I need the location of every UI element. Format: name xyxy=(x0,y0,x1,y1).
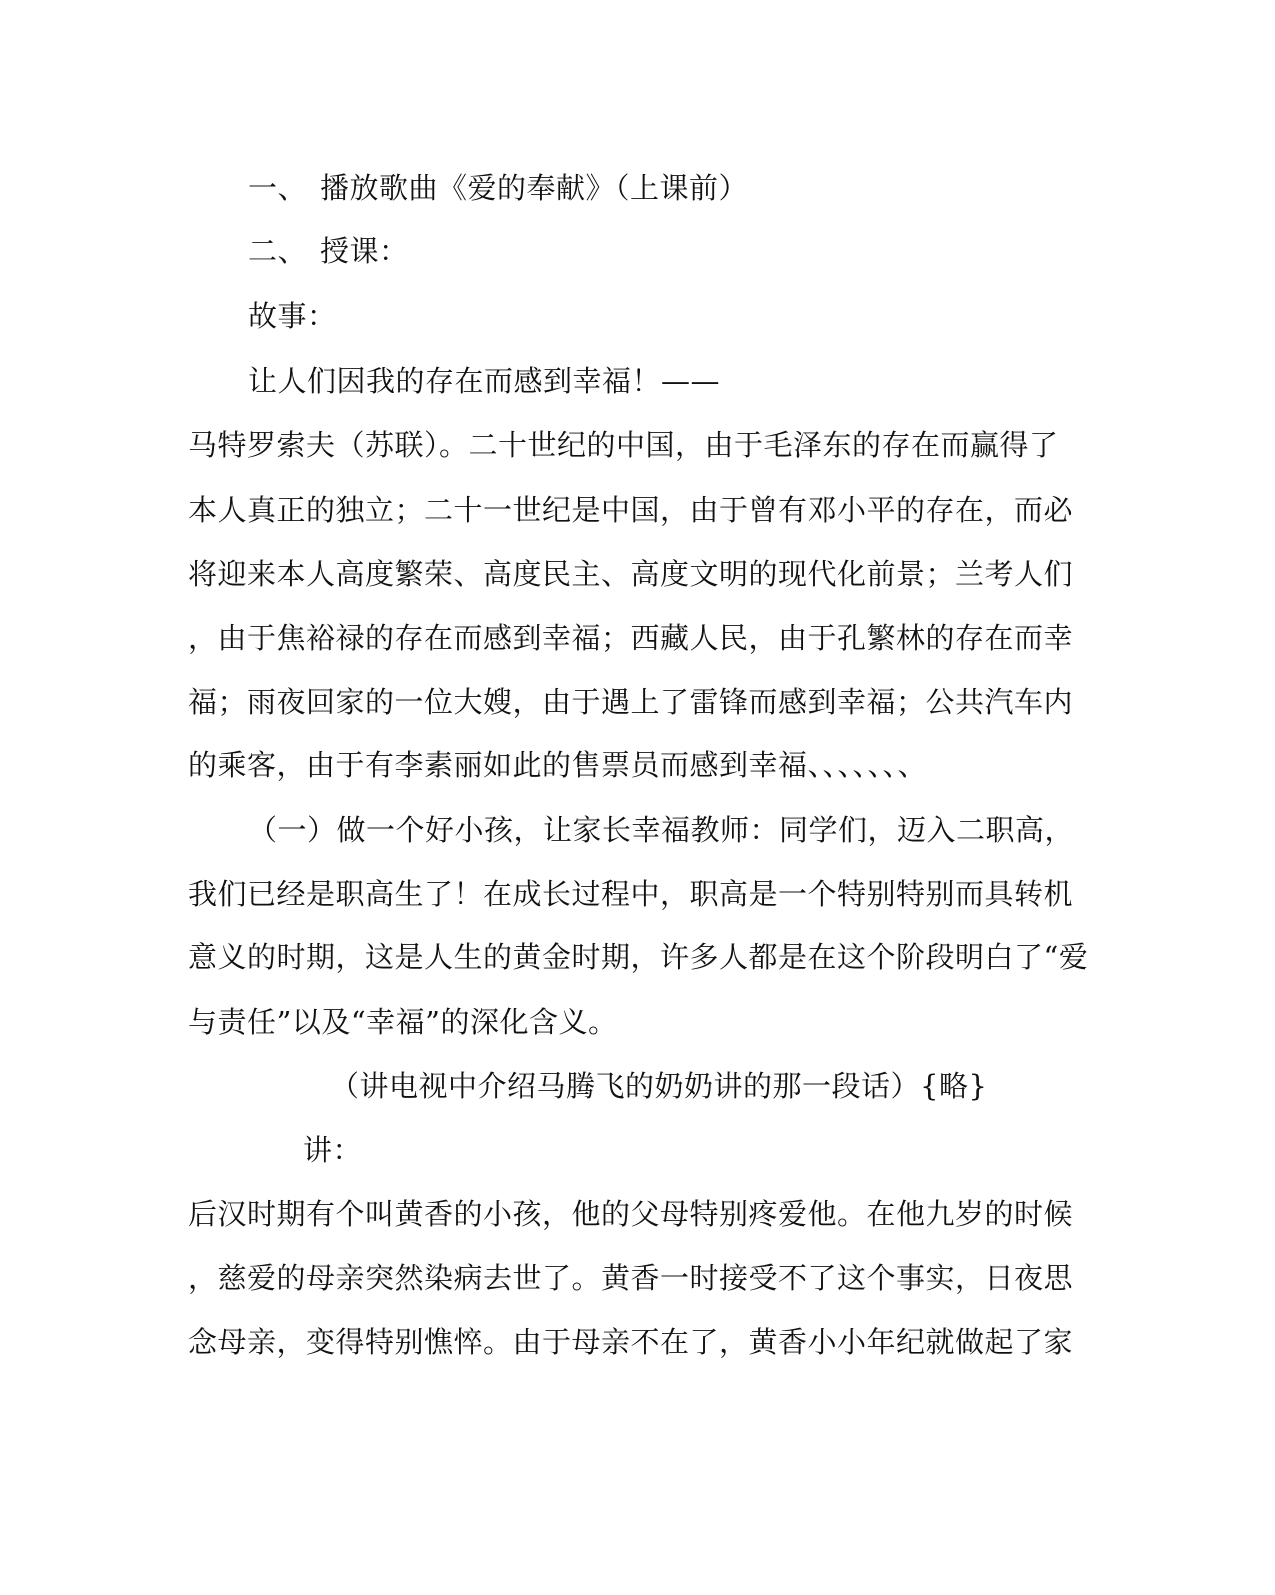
item-one xyxy=(248,168,748,208)
story-line: 福；雨夜回家的一位大嫂，由于遇上了雷锋而感到幸福；公共汽车内 xyxy=(188,685,1074,719)
item-one-text: 播放歌曲《爱的奉献》（上课前） xyxy=(320,171,749,205)
tv-note: （讲电视中介绍马腾飞的奶奶讲的那一段话）{略} xyxy=(330,1069,988,1103)
speak-label: 讲： xyxy=(303,1133,363,1167)
section-one-line: 与责任”以及“幸福”的深化含义。 xyxy=(188,1005,618,1039)
story-line: ，由于焦裕禄的存在而感到幸福；西藏人民，由于孔繁林的存在而幸 xyxy=(188,621,1074,655)
section-one-line: 我们已经是职高生了！在成长过程中，职高是一个特别特别而具转机 xyxy=(188,877,1074,911)
story-line: 的乘客，由于有李素丽如此的售票员而感到幸福、、、、、、、 xyxy=(188,748,928,782)
quote-title: 让人们因我的存在而感到幸福！—— xyxy=(248,364,721,398)
story-two-line: ，慈爱的母亲突然染病去世了。黄香一时接受不了这个事实，日夜思 xyxy=(188,1261,1074,1295)
story-line: 将迎来本人高度繁荣、高度民主、高度文明的现代化前景；兰考人们 xyxy=(188,557,1074,591)
section-one-heading: （一）做一个好小孩，让家长幸福教师：同学们，迈入二职高， xyxy=(248,813,1075,847)
story-line: 本人真正的独立；二十一世纪是中国，由于曾有邓小平的存在，而必 xyxy=(188,493,1074,527)
item-one-number: 一、 xyxy=(248,171,308,205)
story-label: 故事： xyxy=(248,299,337,333)
section-one-line: 意义的时期，这是人生的黄金时期，许多人都是在这个阶段明白了“爱 xyxy=(188,940,1089,974)
story-two-line: 后汉时期有个叫黄香的小孩，他的父母特别疼爱他。在他九岁的时候 xyxy=(188,1197,1074,1231)
story-two-line: 念母亲，变得特别憔悴。由于母亲不在了，黄香小小年纪就做起了家 xyxy=(188,1325,1074,1359)
item-two xyxy=(248,231,409,271)
item-two-number: 二、 xyxy=(248,234,308,268)
story-line: 马特罗索夫（苏联）。二十世纪的中国，由于毛泽东的存在而赢得了 xyxy=(188,428,1059,462)
item-two-text: 授课： xyxy=(320,234,409,268)
